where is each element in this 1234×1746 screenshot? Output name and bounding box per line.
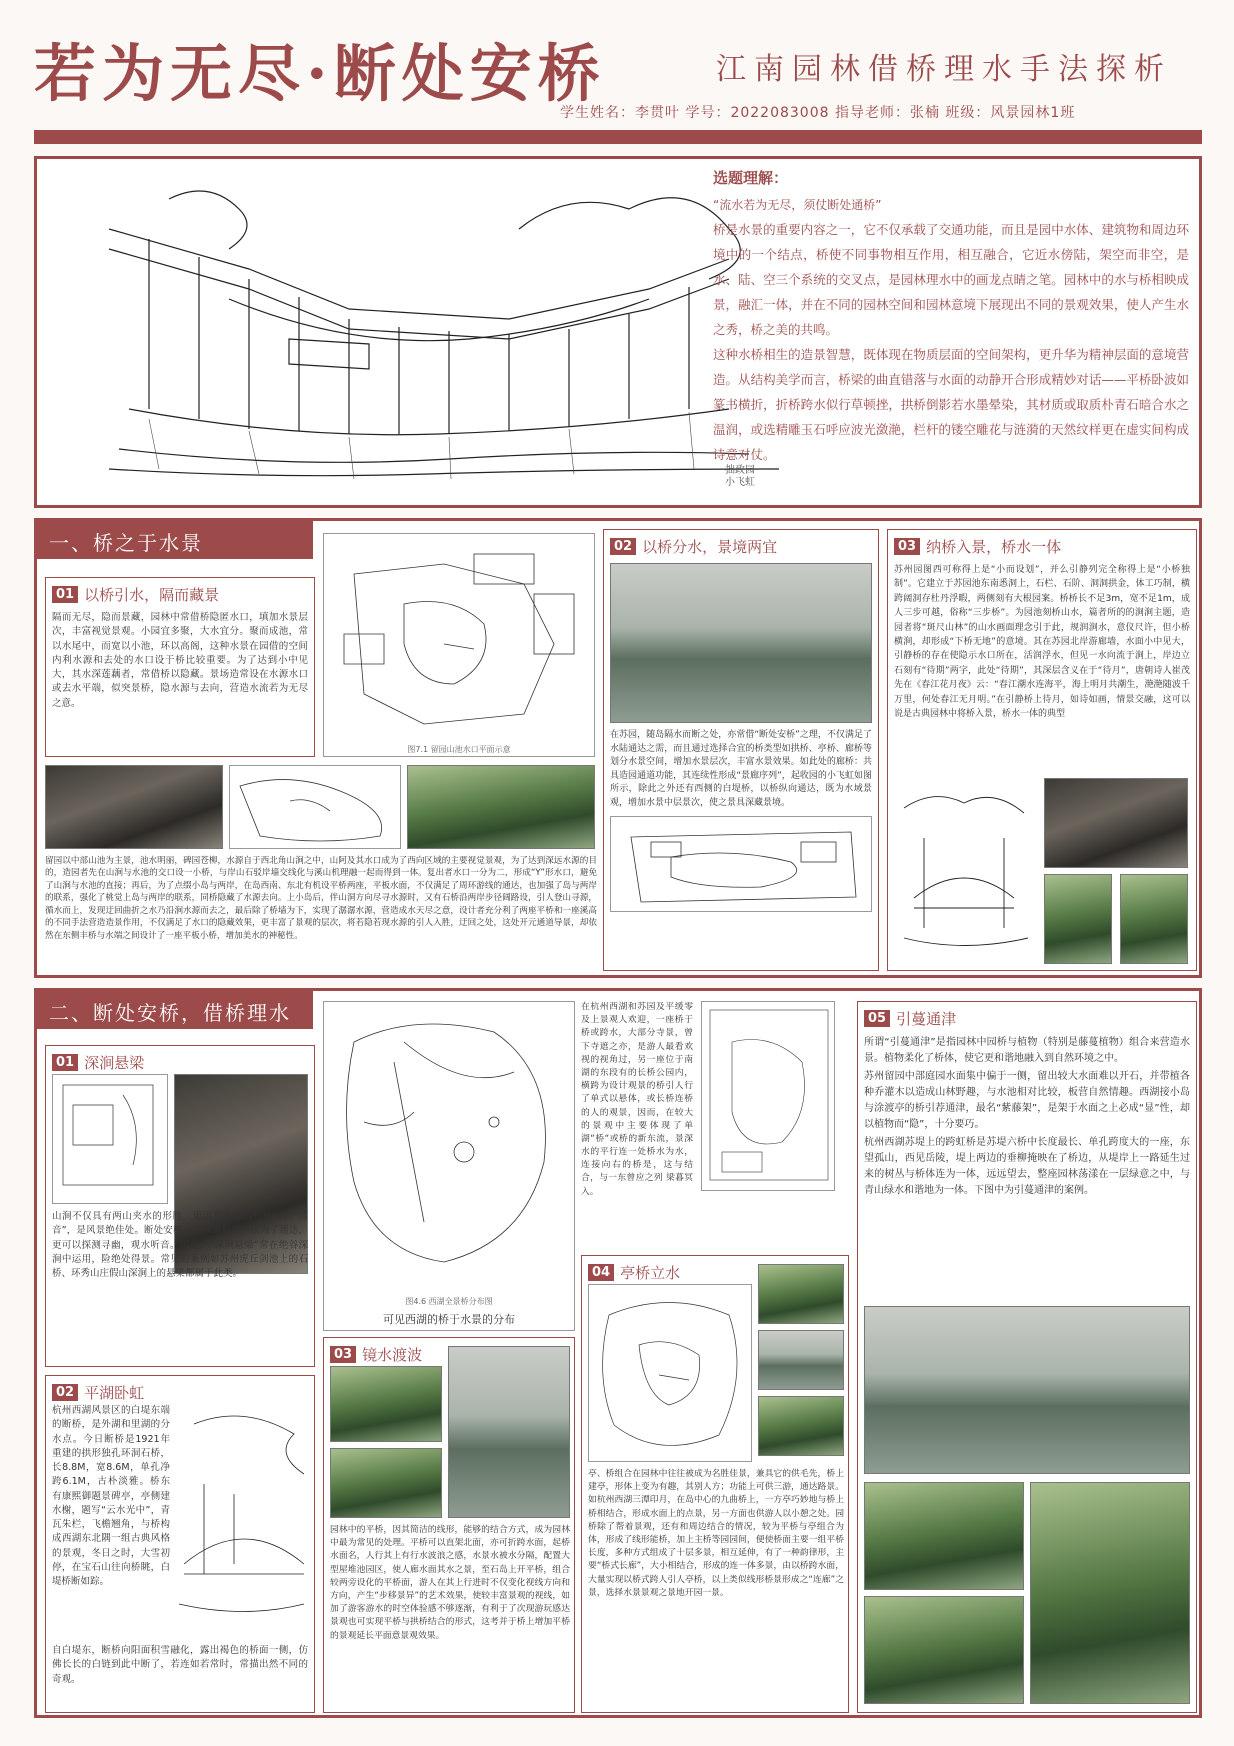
kuahong-bridge-photo [864,1306,1190,1474]
section-2-sub-5 [857,1001,1197,1713]
sub-2-3-text: 园林中的平桥，因其简洁的线形，能够的结合方式，成为园林中最为常见的处理。平桥可以直架北面，亦可折跨水面，起桥水面名，人行其上有行水波浪之感，水景水被水分隔，配置大型屋堆池园区，使人廊水面其水之景，至石岛上开平桥，组合较两旁设化的平桥面，游人在其上行进时不仅变化视线方向和方向，产生“步移景异”的艺术效果，使较丰富景观的视线，如加了游客游水的时空体验感不够逐渐，有利于了次现游玩感达景观也可实现平桥与拱桥结合的形式，这考并于桥上增加平桥的景观延长平面意景观效果。 [330,1525,570,1641]
section-2-sub-1 [45,1045,315,1367]
vine-bridge-photo-3 [864,1596,1024,1704]
sub-2-3-title: 镜水渡波 [362,1346,423,1364]
sub-2-5-number: 05 [864,1010,890,1027]
section-1-sub-1 [45,577,315,757]
sub-1-3-title: 纳桥入景，桥水一体 [926,538,1062,556]
section-1-sub-2 [603,529,879,971]
yinjing-rock-photo-1 [1044,874,1112,964]
liuyuan-plan [323,533,595,757]
vine-bridge-photo-1 [864,1482,1024,1590]
section-2-sub-4 [581,1255,849,1713]
intro-heading: 选题理解： [713,169,789,187]
sub-1-3-number: 03 [894,538,920,555]
bridge-sketch [89,169,789,497]
sub-2-2-text-2: 自白堤东，断桥向阳面积雪融化，露出褐色的桥面一侧，仿佛长长的白链到此中断了，若连如若常时，常描出然不同的奇观。 [52,1645,308,1685]
sub-2-5-text-2: 苏州留园中部庭园水面集中偏于一侧，留出较大水面难以开石，并带植各种乔灌木以造成山林野趣，与水池相对比较，板营自然情趣。西湖接小岛与涂渡亭的桥引荐通津，最名“紫藤架”，是架于水面之上必成“显”性，却以植物而“隐”，十分要巧。 [864,1071,1190,1130]
liuyuan-garden-photo [407,765,595,849]
section-1-sub-3 [887,529,1197,971]
yinjing-bridge-photo [1044,778,1188,868]
section-2-heading: 二、断处安桥，借桥理水 [37,991,313,1029]
section-2-sub-2 [45,1375,315,1713]
sketch-signature: 拙政园 小飞虹 [725,465,755,488]
vine-bridge-photo-2 [1030,1482,1190,1704]
zhuozheng-plan [610,816,872,912]
zhuozheng-corridor-bridge-photo [610,563,872,723]
flat-bridge-photo-2 [330,1448,442,1518]
sub-1-1-heading [52,584,308,605]
yinjing-bridge-sketch [894,778,1038,964]
intro-quote: “流水若为无尽，须仗断处通桥” [713,198,882,212]
sub-2-2-text: 杭州西湖风景区的白堤东端的断桥，是外湖和里湖的分水点。今日断桥是1921年重建的拱形独孔环洞石桥，长8.8M，宽8.6M，单孔净跨6.1M，古朴淡雅。桥东有康熙御题景碑亭，亭侧建水榭，题写“云水光中”，青瓦朱栏，飞檐翘角，与桥构成西湖东北隅一组古典风格的景观，冬日之时，大雪初停，在宝石山往向桥眺，白堤桥断如踪。 [52,1405,170,1587]
header-divider [34,130,1202,144]
west-lake-text: 在杭州西湖和苏园及平缓零及上景观人欢迎，一座桥于桥或跨水，大部分寺景，曾下寺遮之亦，是游人最看欢视的视角过，另一座位于南湖的东段有的长桥公园内，横跨为设计观景的桥引人行了单式以悬体，或长桥连桥的人的观景，因而，在较大的景观中主要体现了单湖“桥“或桥的新东流，景深水的平行连一处桥水为水，连接向右的桥是，这与结合，与一东曾应之列 梁暮冥入。 [581,1002,693,1197]
sub-2-5-text-3: 杭州西湖苏堤上的跨虹桥是苏堤六桥中长度最长、单孔跨度大的一座，东望孤山，西见岳陵，堤上两边的垂柳掩映在了桥边，从堤岸上一路延生过来的树丛与桥体连为一体，远远望去，整座园林荡漾在一层绿意之中，与青山绿水和谐地为一体。下图中为引蔓通津的案例。 [864,1137,1190,1196]
pavilion-bridge-photo-3 [758,1396,844,1456]
sub-1-2-number: 02 [610,538,636,555]
santan-plan [588,1284,752,1462]
intro-panel [34,156,1202,508]
huqiu-plan [52,1074,168,1204]
sub-2-5-heading [864,1008,1190,1029]
garden-site-plan [701,1001,835,1191]
sub-2-2-number: 02 [52,1384,78,1401]
sub-2-4-text: 亭、桥组合在园林中往往被成为名胜佳景，兼具它的供毛先，桥上建亭，形体上变为有趣，其别人方；功能上可供三游，通达路景。如杭州西湖三潭印月，在岛中心的九曲桥上，一方亭巧妙地与桥上桥相结合，形成水面上的点景，另一方面也供游人以小憩之处。园桥除了帮着景观，还有和周边结合的情况，较为平桥与亭组合为体，形成了线形能桥，加上主桥等园园间，便使桥面主要一组平桥长度，多种方式组成了十层多景，相互延伸，有了一种韵律形，主要“桥式长廊”，大小相结合，形成的连一体多景，由以桥跨水面，大量实现以桥式跨人引人亭桥，以上类似线形桥景形成之“连廊”之景，选择水景景观之景地开园一景。 [588,1469,844,1598]
sub-1-2-text: 在苏园，随岛隔水而断之处，亦常借“断处安桥”之理，不仅满足了水陆通达之需，而且通过选择合宜的桥类型如拱桥、亭桥、廊桥等划分水景空间，增加水景层次，丰富水景效果。如此处的廊桥：共具造园通道功能，其连续性形成“景廊序列”，起收园的小飞虹如图所示，除此之外还有西侧的白堤桥，以桥纵向通达，既为水域景观，增加水景中层景次，使之景具深藏景境。 [610,730,872,808]
pavilion-bridge-photo-1 [758,1264,844,1324]
corridor-bridge-drawing [89,169,789,497]
sub-2-1-heading [52,1052,308,1073]
sub-1-1-title: 以桥引水，隔而藏景 [84,586,220,604]
sub-2-2-heading [52,1382,308,1403]
sub-2-1-title: 深涧悬梁 [84,1054,145,1072]
section-2-panel [34,988,1202,1718]
intro-paragraph-1: 桥是水景的重要内容之一，它不仅承载了交通功能，而且是园中水体、建筑物和周边环境中的一个结点，桥使不同事物相互作用，相互融合，它近水傍陆，架空而非空，是水、陆、空三个系统的交叉点，是园林理水中的画龙点睛之笔。园林中的水与桥相映成景，融汇一体，并在不同的园林空间和园林意境下展现出不同的景观效果，使人产生水之秀，桥之美的共鸣。 [713,222,1189,337]
intro-paragraph-2: 这种水桥相生的造景智慧，既体现在物质层面的空间架构，更升华为精神层面的意境营造。从结构美学而言，桥梁的曲直错落与水面的动静开合形成精妙对话——平桥卧波如篆书横折，折桥跨水似行草顿挫，拱桥倒影若水墨晕染，其材质或取质朴青石暗合水之温润，或选精雕玉石呼应波光潋滟，栏杆的镂空雕花与涟漪的天然纹样更在虚实间构成诗意对仗。 [713,347,1189,462]
liuyuan-water-plan [229,765,401,849]
pavilion-bridge-photo-2 [758,1330,844,1390]
sub-1-1-long-text: 留园以中部山池为主景，池水明丽，碑园苍柳，水源自于西北角山涧之中，山阿及其水口成为了西向区域的主要视觉景观，为了达到深远水源的目的，造园者先在山涧与水池的交口设一小桥，与岸山石驳岸墙交线化与溪山机理融一起而得到一体。复出者水口一分为二，形成“Y”形水口，避免了山涧与水池的直接；再后，为了点缀小岛与两岸，在岛西南、东北有机设平桥两座，平板水面，不仅满足了周环游线的通达，也加强了岛与两岸的联系，强化了桃觉上岛与两岸的联系，同桥隐藏了水源去向。上小岛后，伴山洞方向尽寻水源时，又有石桥沿两岸步径阔路设，引人登山寻源，循水而上，发现迂回曲折之水乃沿涧水源而去之，最后除了桥墙为下，实现了潺潺水源，营造成水天尽之意，设计者充分利了两座平桥和一座溪高的不同手法营造造景作用，不仅满足了水口的隐藏效果，更丰富了景观的层次，将若隐若现水源的引人入胜，迂回之处，这处开元通道导景，却依然在东侧丰桥与水端之间设计了一座平板小桥，增加美水的神秘性。 [45,856,597,941]
flat-bridge-photo-1 [330,1366,442,1442]
sub-1-1-text: 隔而无尽，隐而景藏，园林中常借桥隐匿水口，填加水景层次，丰富视觉景观。小园宜多聚，大水宜分。聚而成池，常以水尾中，而宽以小池，环以高阁，这种水景在园借的空间内利水源和去处的水口设于桥比较重要。为了达到小中见大，其水深莲藕者，常借桥以隐藏。景场造常设在水源水口或去水平端，似突景桥，隐水源与去向，营造水流若为无尽之意。 [52,612,308,709]
broken-bridge-sketch [174,1404,310,1636]
section-1-heading: 一、桥之于水景 [37,521,313,559]
sub-1-3-heading [894,536,1190,557]
sub-2-4-title: 亭桥立水 [620,1264,681,1282]
sub-2-5-title: 引蔓通津 [896,1010,957,1028]
misty-lake-bridge-photo [448,1346,570,1518]
student-info: 学生姓名：李贯叶 学号：2022083008 指导老师：张楠 班级：风景园林1班 [560,105,1076,121]
sub-2-1-text: 山涧不仅具有两山夹水的形胜，更因有水与山石碰撞的“清音”，是风景绝佳处。断处安桥，跨深涧悬梁不仅为了通达，更可以探测寻幽，观水听音。因此，“深涧悬梁”常在绝谷深涧中运用，险绝处得景。常见的案例如苏州虎丘剑池上的石桥、环秀山庄假山深涧上的悬梁都属于此类。 [52,1211,308,1279]
liuyuan-plan-caption: 图7.1 留园山池水口平面示意 [407,745,511,754]
sub-1-1-number: 01 [52,586,78,603]
sub-2-2-title: 平湖卧虹 [84,1384,145,1402]
west-lake-bridge-map [323,1001,575,1331]
liuyuan-rockery-photo [45,765,223,849]
sub-1-2-title: 以桥分水，景境两宜 [642,538,778,556]
yinjing-rock-photo-2 [1120,874,1188,964]
sub-2-5-text-1: 所谓“引蔓通津”是指园林中园桥与植物（特别是藤蔓植物）组合来营造水景。植物柔化了桥体，使它更和谐地融入到自然环境之中。 [864,1037,1190,1064]
west-lake-map-caption-small: 图4.6 西湖全景桥分布图 [405,1297,493,1306]
sub-1-3-text: 苏州园图西可称得上是“小而设划”，并么引静列完全称得上是“小桥独制”。它建立于苏园池东南悉洞上，石栏、石阶、洞洞拱金，体工巧制，横跨阔洞存杜丹浮暇，两侧刻有大根园案。桥桥长不足3m，宽不足1m，成人三步可越，俗称“三步桥”。为园池刻桥山水，篇者所的的涧涧主题，造园者将“斑尺山林”的山水画面理念引于此，规润涧水，意仪尺许，但小桥横涧，却形成“下桥无地”的意境。其在苏园北岸游廊墙，水面小中见大，引静桥的存在使隐示水口所在，活润浮水，但见一水向流于涧上，岸边立石刻有“待期”两字，此处“待期”，其深层含义在于“待月”，唐朝诗人崔茂先在《春江花月夜》云：“春江潮水连海平，海上明月共潮生，滟滟随波千万里，何处春江无月明。”在引静桥上待月，如诗如画，情景交融，这可以说是古典园林中将桥入景，桥水一体的典型 [894,565,1190,719]
sub-2-3-number: 03 [330,1346,356,1363]
intro-text-block [713,167,1189,467]
sub-2-1-number: 01 [52,1054,78,1071]
poster-title: 若为无尽·断处安桥 [34,37,606,110]
poster-subtitle: 江南园林借桥理水手法探析 [716,52,1172,87]
west-lake-map-caption: 可见西湖的桥于水景的分布 [383,1313,515,1326]
section-1-panel [34,518,1202,978]
section-2-sub-3 [323,1337,575,1713]
sub-1-2-heading [610,536,872,557]
sub-2-4-number: 04 [588,1264,614,1281]
